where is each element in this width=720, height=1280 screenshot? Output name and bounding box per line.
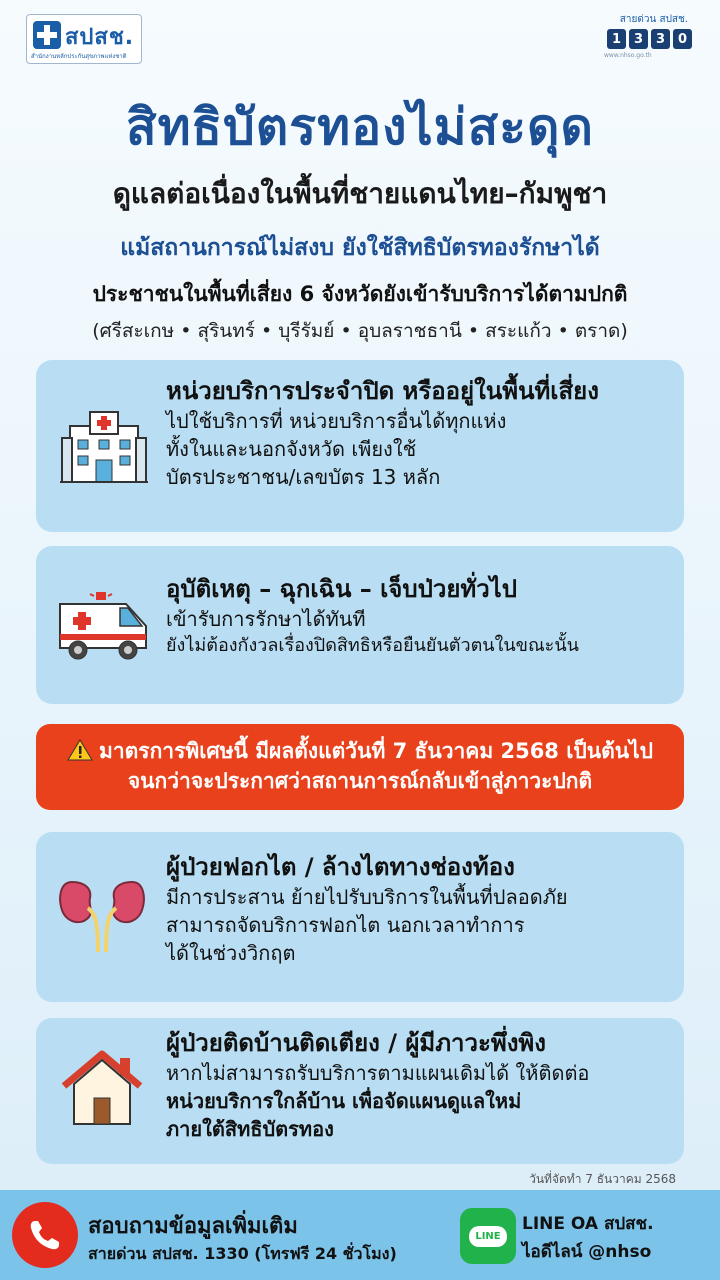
line-oa-label: LINE OA สปสช. [522,1214,654,1234]
card-line: สามารถจัดบริการฟอกไต นอกเวลาทำการ [166,913,525,938]
card-heading: อุบัติเหตุ – ฉุกเฉิน – เจ็บป่วยทั่วไป [166,575,517,603]
card-heading: ผู้ป่วยติดบ้านติดเตียง / ผู้มีภาวะพึ่งพิง [166,1029,546,1057]
contact-heading: สอบถามข้อมูลเพิ่มเติม [88,1214,298,1239]
card-heading: ผู้ป่วยฟอกไต / ล้างไตทางช่องท้อง [166,853,515,881]
alert-line-2: จนกว่าจะประกาศว่าสถานการณ์กลับเข้าสู่ภาวะปกติ [127,769,593,794]
hotline-digit: 0 [673,29,692,49]
logo-subtitle: สำนักงานหลักประกันสุขภาพแห่งชาติ [31,53,127,60]
page-title: สิทธิบัตรทองไม่สะดุด [126,98,594,156]
card-line: ไปใช้บริการที่ หน่วยบริการอื่นได้ทุกแห่ง [166,409,507,434]
contact-footer [0,1190,720,1280]
hotline-url: www.nhso.go.th [604,52,652,59]
publish-date: วันที่จัดทำ 7 ธันวาคม 2568 [529,1172,676,1186]
ambulance-icon [56,590,152,666]
card-line: บัตรประชาชน/เลขบัตร 13 หลัก [166,465,441,490]
info-card-homebound [36,1018,684,1164]
phone-icon[interactable] [12,1202,78,1268]
info-card-service-unit [36,360,684,532]
page-subtitle: ดูแลต่อเนื่องในพื้นที่ชายแดนไทย–กัมพูชา [112,177,608,210]
alert-line-1: มาตรการพิเศษนี้ มีผลตั้งแต่วันที่ 7 ธันวาคม 2568 เป็นต้นไป [99,739,653,763]
hotline-digit: 3 [651,29,670,49]
card-line: หน่วยบริการใกล้บ้าน เพื่อจัดแผนดูแลใหม่ [166,1089,522,1114]
special-measure-alert [36,724,684,810]
card-line: หากไม่สามารถรับบริการตามแผนเดิมได้ ให้ติดต่อ [166,1061,590,1086]
province-list: (ศรีสะเกษ • สุรินทร์ • บุรีรัมย์ • อุบลราชธานี • สระแก้ว • ตราด) [92,320,628,342]
line-badge-label: LINE [469,1226,506,1247]
house-icon [60,1048,144,1132]
hotline-label: สายด่วน สปสช. [619,14,688,25]
kidney-icon [58,874,146,958]
line-app-icon[interactable] [460,1208,516,1264]
hotline-badge [602,12,692,59]
hotline-digits [602,29,692,49]
nhso-logo [26,14,142,64]
logo-name: สปสช. [65,25,135,50]
card-line: ได้ในช่วงวิกฤต [166,941,296,966]
card-line: มีการประสาน ย้ายไปรับบริการในพื้นที่ปลอดภัย [166,885,568,910]
hospital-icon [60,408,148,490]
hotline-digit: 1 [607,29,626,49]
hotline-text[interactable]: สายด่วน สปสช. 1330 (โทรฟรี 24 ชั่วโมง) [88,1244,397,1263]
card-line: ทั้งในและนอกจังหวัด เพียงใช้ [166,437,417,462]
info-card-dialysis [36,832,684,1002]
hotline-digit: 3 [629,29,648,49]
warning-icon [67,736,93,766]
card-line: ภายใต้สิทธิบัตรทอง [166,1117,334,1142]
card-heading: หน่วยบริการประจำปิด หรืออยู่ในพื้นที่เสี่ยง [166,377,599,405]
info-card-emergency [36,546,684,704]
card-line: เข้ารับการรักษาได้ทันที [166,607,366,632]
card-line: ยังไม่ต้องกังวลเรื่องปิดสิทธิหรือยืนยันตัวตนในขณะนั้น [166,635,579,657]
medical-cross-icon [33,21,61,49]
intro-provinces-line: ประชาชนในพื้นที่เสี่ยง 6 จังหวัดยังเข้ารับบริการได้ตามปกติ [92,282,628,306]
intro-line: แม้สถานการณ์ไม่สงบ ยังใช้สิทธิบัตรทองรักษาได้ [120,235,600,261]
line-id-label[interactable]: ไอดีไลน์ @nhso [522,1242,652,1262]
